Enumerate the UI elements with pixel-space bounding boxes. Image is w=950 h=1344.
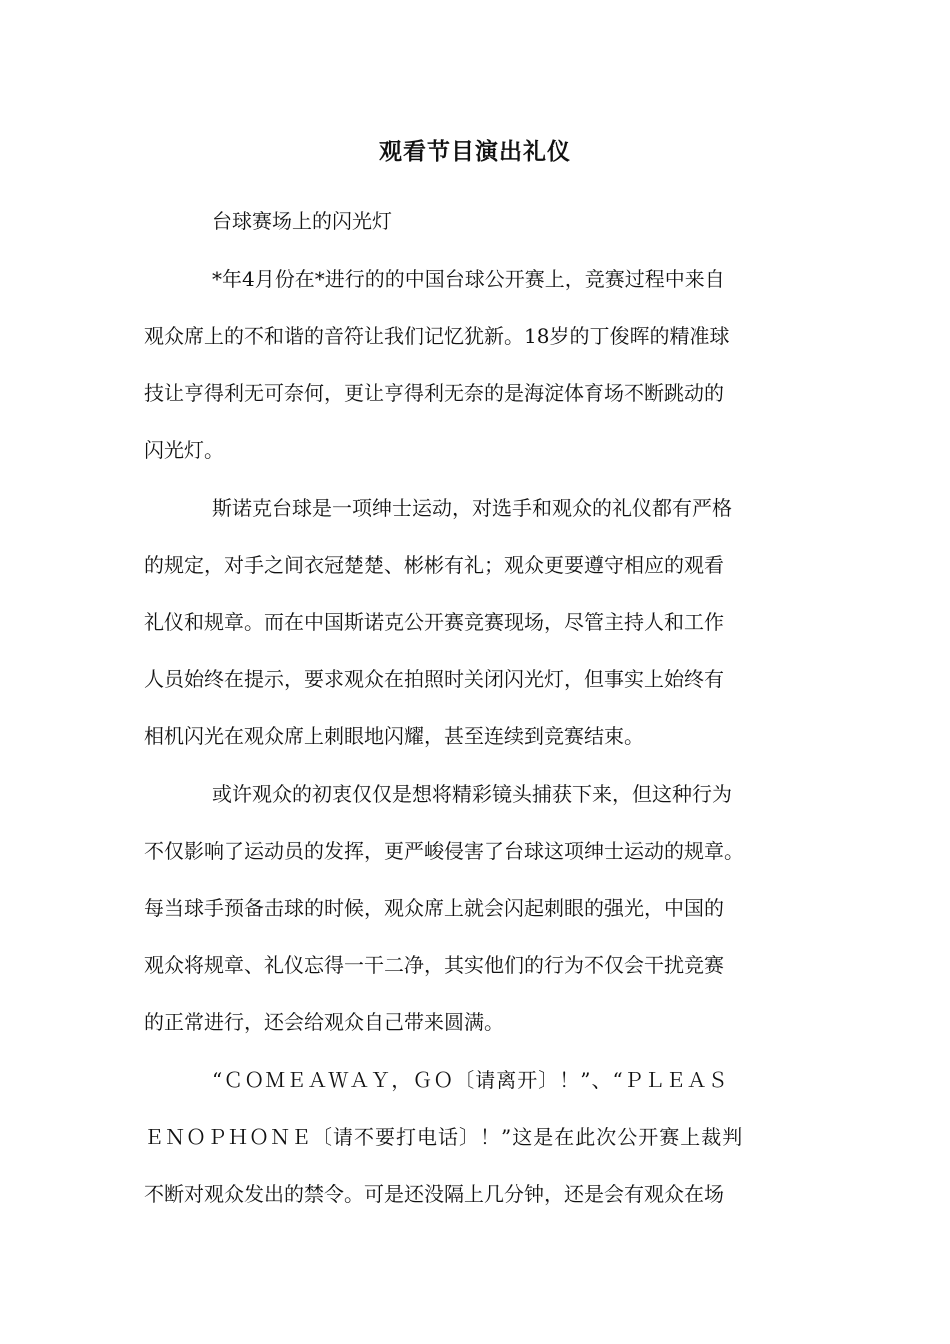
section-heading: 台球赛场上的闪光灯 [212,209,392,233]
paragraph-line: 的正常进行，还会给观众自己带来圆满。 [144,1010,504,1034]
paragraph-line: 礼仪和规章。而在中国斯诺克公开赛竞赛现场，尽管主持人和工作 [144,610,724,634]
paragraph-line: *年4月份在*进行的的中国台球公开赛上，竞赛过程中来自 [212,267,725,291]
paragraph-line: 闪光灯。 [144,438,224,462]
paragraph-line: 每当球手预备击球的时候，观众席上就会闪起刺眼的强光，中国的 [144,896,724,920]
paragraph-line: 观众席上的不和谐的音符让我们记忆犹新。18岁的丁俊晖的精准球 [144,324,730,348]
paragraph-line: 人员始终在提示，要求观众在拍照时关闭闪光灯，但事实上始终有 [144,667,724,691]
paragraph-line: 观众将规章、礼仪忘得一干二净，其实他们的行为不仅会干扰竞赛 [144,953,724,977]
paragraph-line: 技让亨得利无可奈何，更让亨得利无奈的是海淀体育场不断跳动的 [144,381,724,405]
paragraph-line: ＥＮＯＰＨＯＮＥ〔请不要打电话〕！”这是在此次公开赛上裁判 [144,1125,744,1149]
paragraph-line: 或许观众的初衷仅仅是想将精彩镜头捕获下来，但这种行为 [212,782,732,806]
paragraph-line: “ＣＯＭＥＡＷＡＹ，ＧＯ〔请离开〕！”、“ＰＬＥＡＳ [212,1068,729,1092]
paragraph-line: 不断对观众发出的禁令。可是还没隔上几分钟，还是会有观众在场 [144,1182,724,1206]
paragraph-line: 斯诺克台球是一项绅士运动，对选手和观众的礼仪都有严格 [212,496,732,520]
document-title: 观看节目演出礼仪 [379,139,571,165]
paragraph-line: 不仅影响了运动员的发挥，更严峻侵害了台球这项绅士运动的规章。 [144,839,744,863]
paragraph-line: 相机闪光在观众席上刺眼地闪耀，甚至连续到竞赛结束。 [144,724,644,748]
paragraph-line: 的规定，对手之间衣冠楚楚、彬彬有礼；观众更要遵守相应的观看 [144,553,724,577]
